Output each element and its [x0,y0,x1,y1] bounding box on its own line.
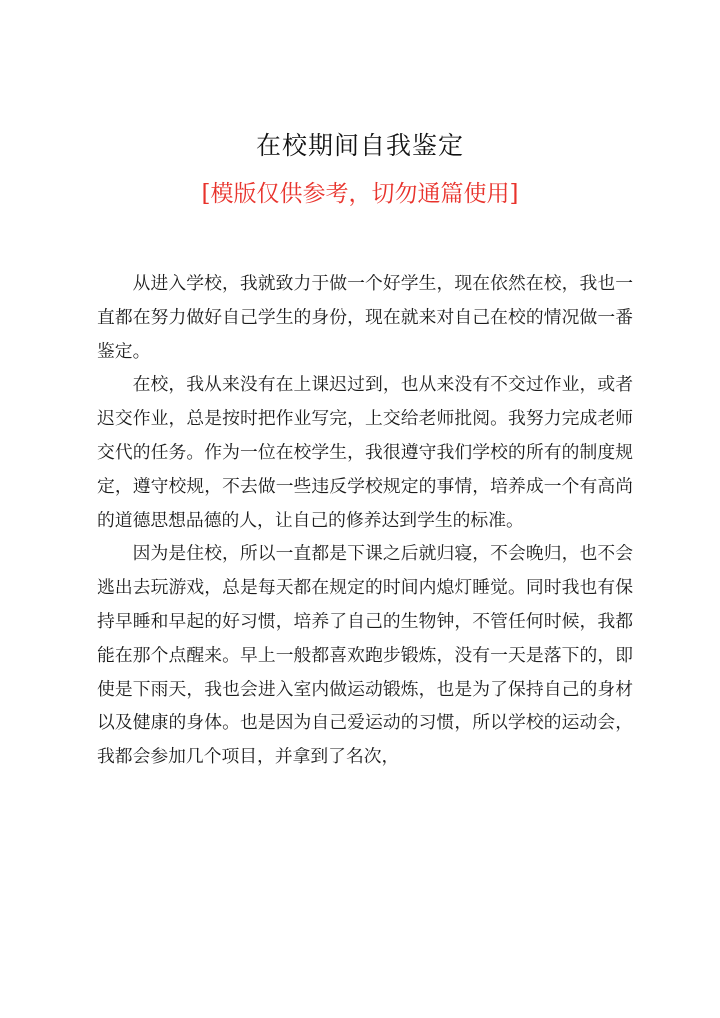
template-notice: [模版仅供参考，切勿通篇使用] [201,181,519,207]
paragraph-3: 因为是住校，所以一直都是下课之后就归寝，不会晚归，也不会逃出去玩游戏，总是每天都在规定的时间内熄灯睡觉。同时我也有保持早睡和早起的好习惯，培养了自己的生物钟，不管任何时候，我都能在那个点醒来。早上一般都喜欢跑步锻炼，没有一天是落下的，即使是下雨天，我也会进入室内做运动锻炼，也是为了保持自己的身材以及健康的身体。也是因为自己爱运动的习惯，所以学校的运动会，我都会参加几个项目，并拿到了名次， [97,543,633,768]
paragraph-2: 在校，我从来没有在上课迟过到，也从来没有不交过作业，或者迟交作业，总是按时把作业写完，上交给老师批阅。我努力完成老师交代的任务。作为一位在校学生，我很遵守我们学校的所有的制度规定，遵守校规，不去做一些违反学校规定的事情，培养成一个有高尚的道德思想品德的人，让自己的修养达到学生的标准。 [97,374,633,531]
document-body [97,267,633,774]
paragraph-1: 从进入学校，我就致力于做一个好学生，现在依然在校，我也一直都在努力做好自己学生的身份，现在就来对自己在校的情况做一番鉴定。 [97,273,633,362]
document-title: 在校期间自我鉴定 [255,131,464,160]
